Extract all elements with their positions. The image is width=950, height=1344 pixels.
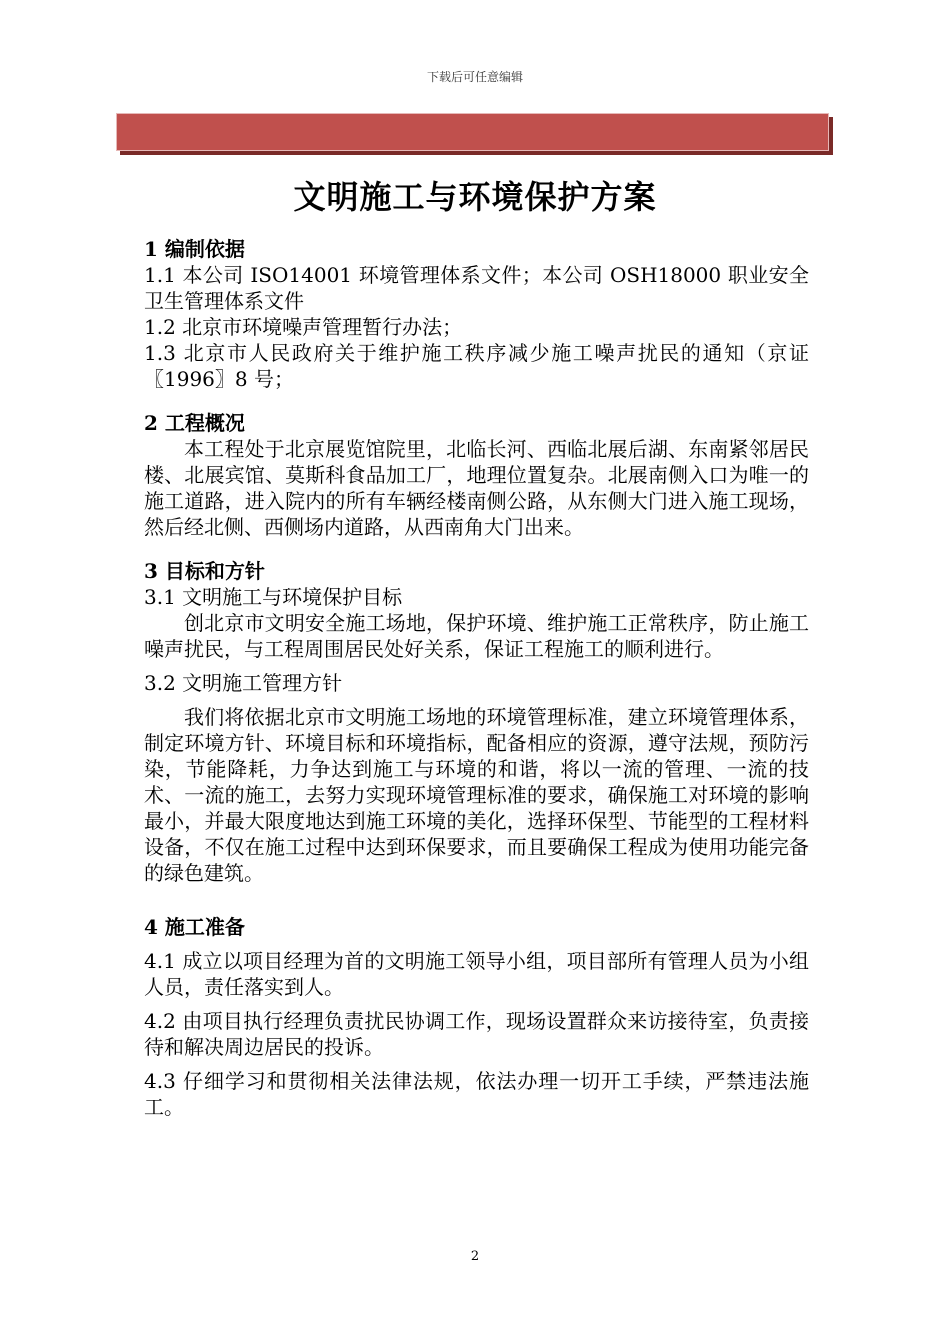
title-banner (116, 113, 829, 151)
section-4-item: 4.2 由项目执行经理负责扰民协调工作，现场设置群众来访接待室，负责接待和解决周边居民的投诉。 (144, 1009, 809, 1059)
section-1-item: 1.2 北京市环境噪声管理暂行办法； (144, 315, 463, 339)
section-3-heading: 3 目标和方针 (144, 559, 265, 583)
section-1-item: 1.3 北京市人民政府关于维护施工秩序减少施工噪声扰民的通知（京证〖1996〗8 号； (144, 341, 809, 391)
section-4-heading: 4 施工准备 (144, 915, 245, 939)
banner-fill (121, 118, 824, 146)
section-2-heading: 2 工程概况 (144, 411, 245, 435)
section-4-item: 4.1 成立以项目经理为首的文明施工领导小组，项目部所有管理人员为小组人员，责任落实到人。 (144, 949, 809, 999)
section-4-item: 4.3 仔细学习和贯彻相关法律法规，依法办理一切开工手续，严禁违法施工。 (144, 1069, 809, 1119)
section-1-heading: 1 编制依据 (144, 237, 245, 261)
section-3-subheading: 3.2 文明施工管理方针 (144, 671, 343, 695)
document-title: 文明施工与环境保护方案 (293, 178, 657, 216)
section-3-subheading: 3.1 文明施工与环境保护目标 (144, 585, 403, 609)
section-2-body: 本工程处于北京展览馆院里，北临长河、西临北展后湖、东南紧邻居民楼、北展宾馆、莫斯科食品加工厂，地理位置复杂。北展南侧入口为唯一的施工道路，进入院内的所有车辆经楼南侧公路，从东侧大门进入施工现场，然后经北侧、西侧场内道路，从西南角大门出来。 (144, 437, 809, 539)
section-1-item: 1.1 本公司 ISO14001 环境管理体系文件；本公司 OSH18000 职业安全卫生管理体系文件 (144, 263, 809, 313)
page-number: 2 (470, 1249, 480, 1264)
header-note: 下载后可任意编辑 (426, 70, 523, 84)
document-body (144, 236, 809, 1120)
section-3-body: 创北京市文明安全施工场地，保护环境、维护施工正常秩序，防止施工噪声扰民，与工程周围居民处好关系，保证工程施工的顺利进行。 (144, 611, 809, 661)
section-3-body: 我们将依据北京市文明施工场地的环境管理标准，建立环境管理体系，制定环境方针、环境目标和环境指标，配备相应的资源，遵守法规，预防污染，节能降耗，力争达到施工与环境的和谐，将以一流的管理、一流的技术、一流的施工，去努力实现环境管理标准的要求，确保施工对环境的影响最小，并最大限度地达到施工环境的美化，选择环保型、节能型的工程材料设备，不仅在施工过程中达到环保要求，而且要确保工程成为使用功能完备的绿色建筑。 (144, 705, 809, 885)
